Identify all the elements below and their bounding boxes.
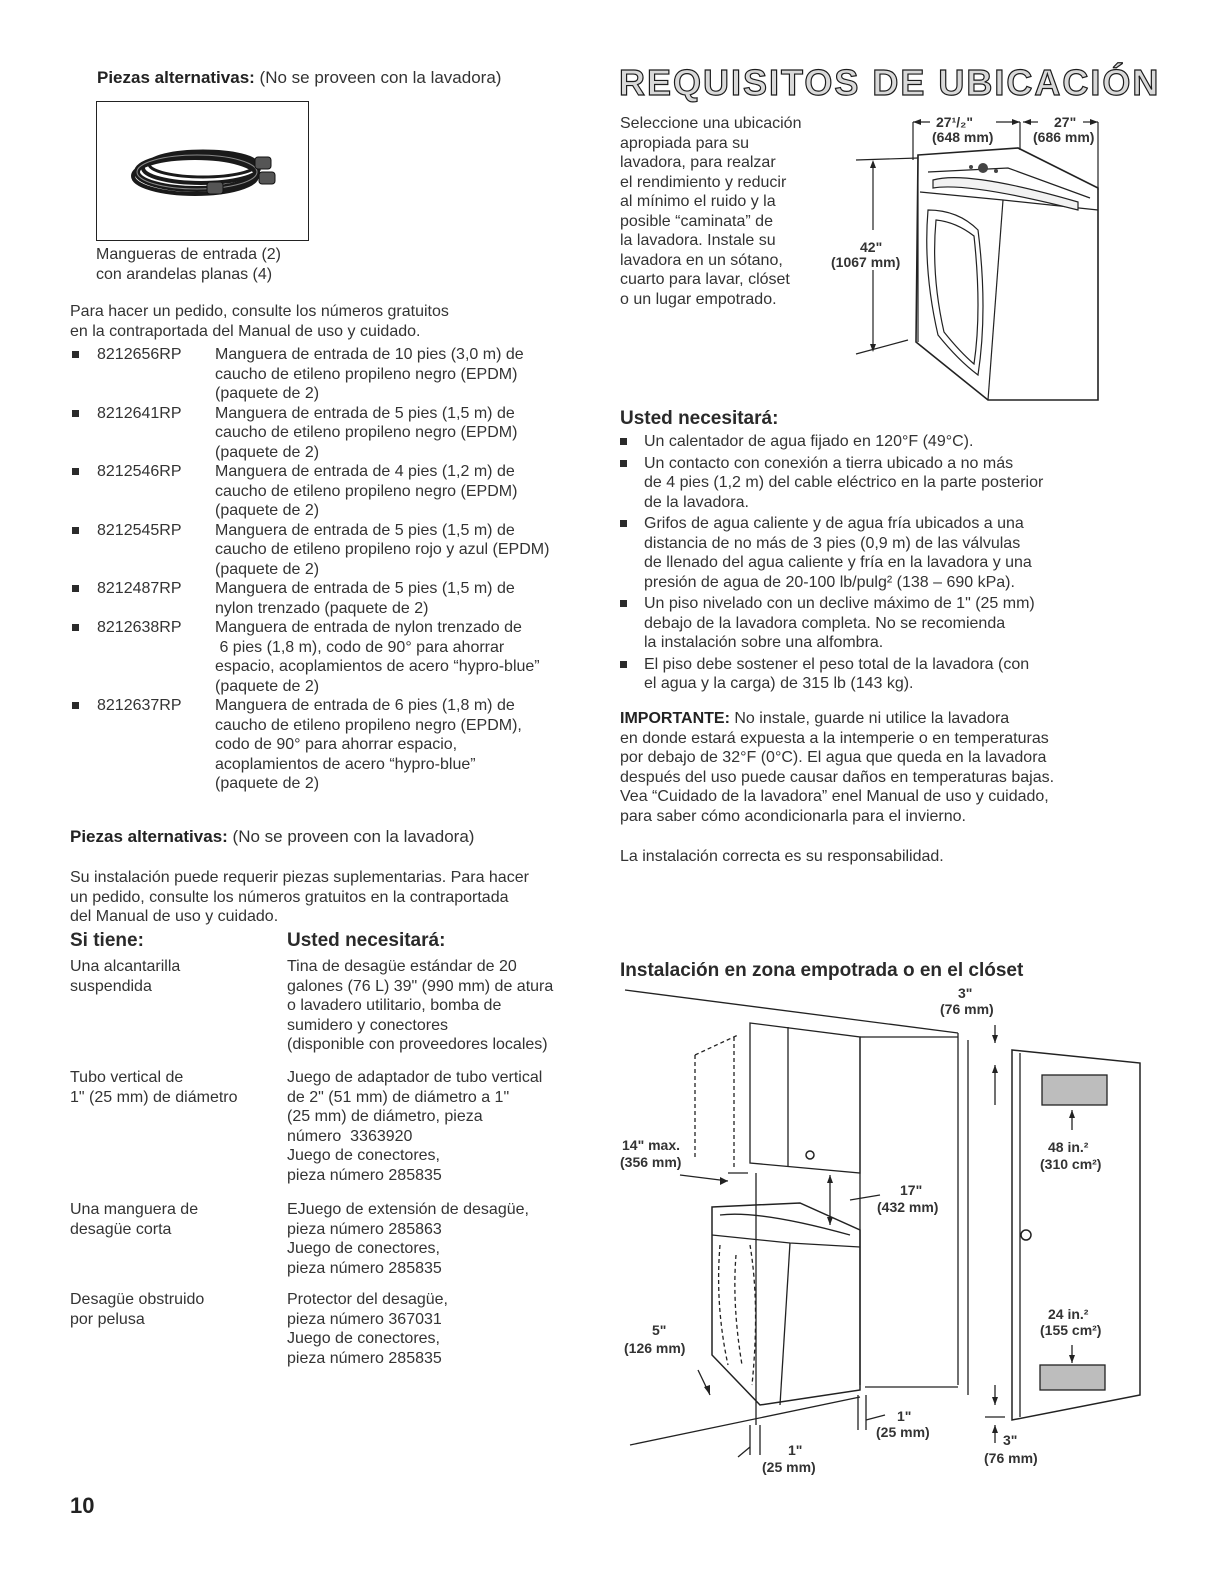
dim-rear-gap: 1" [788, 1442, 803, 1458]
supp-line: Su instalación puede requerir piezas suplementarias. Para hacer [70, 869, 529, 886]
need-item [620, 514, 1100, 592]
important-first-text: No instale, guarde ni utilice la lavadora [729, 710, 1010, 727]
need-item-line: de 4 pies (1,2 m) del cable eléctrico en la parte posterior [644, 474, 1044, 491]
need-item [620, 655, 1100, 694]
order-line: Para hacer un pedido, consulte los números gratuitos [70, 303, 449, 320]
need-item-line: el agua y la carga) de 315 lb (143 kg). [644, 675, 914, 692]
part-description-line: Manguera de entrada de 10 pies (3,0 m) de [215, 346, 524, 363]
important-paragraph [620, 709, 1120, 826]
part-description-line: caucho de etileno propileno rojo y azul (EPDM) [215, 541, 550, 558]
dim-bottom-gap-mm: (76 mm) [984, 1450, 1038, 1466]
alt-parts-heading-rest: (No se proveen con la lavadora) [227, 827, 475, 846]
bullet-icon [72, 410, 79, 417]
part-description [215, 404, 600, 463]
part-description-line: espacio, acoplamientos de acero “hypro-blue” [215, 658, 540, 675]
hose-caption [96, 245, 281, 284]
table-cell-line: desagüe corta [70, 1220, 172, 1238]
important-line: en donde estará expuesta a la intemperie o en temperaturas [620, 729, 1049, 747]
part-number: 8212641RP [97, 404, 182, 422]
washer-dimensions-figure [828, 110, 1118, 410]
responsibility-note: La instalación correcta es su responsabilidad. [620, 848, 944, 865]
part-description-line: caucho de etileno propileno negro (EPDM) [215, 424, 518, 441]
dim-top-gap-mm: (76 mm) [940, 1001, 994, 1017]
bullet-icon [620, 661, 627, 668]
important-line: para saber cómo acondicionarla para el invierno. [620, 807, 966, 825]
dim-cabinet-clearance-mm: (432 mm) [877, 1199, 939, 1215]
table-cell-line: Tubo vertical de [70, 1069, 184, 1086]
table-cell-line: galones (76 L) 39" (990 mm) de atura [287, 977, 554, 995]
part-description-line: (paquete de 2) [215, 560, 320, 578]
part-description [215, 696, 600, 794]
closet-installation-figure [610, 985, 1145, 1485]
dim-bottom-vent-area-cm: (155 cm²) [1040, 1322, 1102, 1338]
important-line: Vea “Cuidado de la lavadora” enel Manual de uso y cuidado, [620, 788, 1049, 805]
dim-rear-gap-mm: (25 mm) [762, 1459, 816, 1475]
need-item-line: distancia de no más de 3 pies (0,9 m) de las válvulas [644, 534, 1021, 552]
intro-line: al mínimo el ruido y la [620, 193, 776, 210]
table-cell-line: por pelusa [70, 1310, 145, 1328]
bullet-icon [620, 600, 627, 607]
important-label: IMPORTANTE: [620, 710, 730, 727]
part-item [70, 462, 600, 521]
alt-parts-heading-1 [97, 68, 501, 88]
dim-width-mm: (648 mm) [932, 129, 994, 145]
dim-side-gap-mm: (126 mm) [624, 1340, 686, 1356]
dim-top-vent-area-cm: (310 cm²) [1040, 1156, 1102, 1172]
part-item [70, 579, 600, 618]
part-description-line: Manguera de entrada de 4 pies (1,2 m) de [215, 463, 515, 480]
table-cell-line: Desagüe obstruido [70, 1291, 205, 1308]
table-cell-line: de 2" (51 mm) de diámetro a 1" [287, 1088, 510, 1106]
part-number: 8212487RP [97, 580, 182, 597]
dim-width-inches: 27¹/₂" [936, 114, 973, 130]
alt-parts-heading-bold: Piezas alternativas: [70, 827, 228, 846]
part-number: 8212638RP [97, 619, 182, 636]
need-item [620, 454, 1100, 513]
part-description-line: Manguera de entrada de 5 pies (1,5 m) de [215, 580, 515, 597]
part-description-line: nylon trenzado (paquete de 2) [215, 599, 429, 617]
need-item-text [644, 594, 1104, 653]
table-cell-have [70, 957, 270, 996]
bullet-icon [72, 527, 79, 534]
part-description-line: Manguera de entrada de nylon trenzado de [215, 619, 522, 636]
need-item [620, 432, 1100, 452]
table-cell-need [287, 1068, 597, 1185]
part-description-line: (paquete de 2) [215, 385, 320, 402]
dim-side-gap: 5" [652, 1322, 667, 1338]
intro-line: cuarto para lavar, clóset [620, 271, 790, 288]
bullet-icon [620, 520, 627, 527]
bullet-icon [72, 702, 79, 709]
table-cell-line: suspendida [70, 977, 152, 995]
intro-line: Seleccione una ubicación [620, 115, 802, 132]
table-cell-line: pieza número 285835 [287, 1166, 442, 1184]
table-cell-need [287, 957, 597, 1055]
need-item-text [644, 454, 1104, 513]
table-cell-line: sumidero y conectores [287, 1016, 448, 1034]
part-description [215, 345, 600, 404]
part-description [215, 618, 600, 696]
part-description-line: codo de 90° para ahorrar espacio, [215, 736, 458, 753]
bullet-icon [72, 585, 79, 592]
part-description [215, 579, 600, 618]
part-item [70, 696, 600, 794]
dim-height-inches: 42" [860, 239, 883, 255]
table-cell-need [287, 1200, 597, 1278]
important-line: por debajo de 32°F (0°C). El agua que queda en la lavadora [620, 749, 1047, 766]
table-cell-line: pieza número 285863 [287, 1220, 442, 1238]
intro-line: posible “caminata” de [620, 212, 773, 230]
important-first-line [620, 709, 1120, 729]
table-cell-line: pieza número 285835 [287, 1349, 442, 1367]
alt-parts-heading-bold: Piezas alternativas: [97, 68, 255, 87]
need-item-line: de llenado del agua caliente y fría en la lavadora y una [644, 554, 1032, 571]
part-description-line: (paquete de 2) [215, 775, 320, 792]
part-number: 8212637RP [97, 697, 182, 714]
part-item [70, 618, 600, 696]
table-cell-line: 1" (25 mm) de diámetro [70, 1088, 238, 1106]
part-description-line: Manguera de entrada de 5 pies (1,5 m) de [215, 521, 515, 539]
need-item-line: Un contacto con conexión a tierra ubicado a no más [644, 454, 1014, 472]
need-item-line: de la lavadora. [644, 493, 749, 511]
table-cell-have [70, 1068, 270, 1107]
dim-cabinet-max-mm: (356 mm) [620, 1154, 682, 1170]
part-description-line: (paquete de 2) [215, 502, 320, 519]
important-rest [620, 729, 1120, 827]
part-description-line: (paquete de 2) [215, 443, 320, 461]
table-cell-line: Juego de adaptador de tubo vertical [287, 1069, 543, 1086]
part-number: 8212546RP [97, 463, 182, 480]
bullet-icon [72, 351, 79, 358]
dim-cabinet-max: 14" max. [622, 1137, 681, 1153]
table-cell-line: EJuego de extensión de desagüe, [287, 1201, 529, 1218]
order-paragraph [70, 302, 449, 341]
table-cell-line: (25 mm) de diámetro, pieza [287, 1108, 483, 1125]
need-item-line: debajo de la lavadora completa. No se recomienda [644, 614, 1006, 632]
table-cell-line: (disponible con proveedores locales) [287, 1036, 548, 1053]
hose-coil-illustration [97, 102, 307, 239]
need-item-line: Un piso nivelado con un declive máximo de 1" (25 mm) [644, 595, 1035, 612]
dim-bottom-vent-area: 24 in.² [1048, 1306, 1089, 1322]
table-cell-have [70, 1200, 270, 1239]
part-description-line: Manguera de entrada de 5 pies (1,5 m) de [215, 404, 515, 422]
col-header-need: Usted necesitará: [287, 930, 446, 951]
part-description [215, 462, 600, 521]
table-cell-line: Protector del desagüe, [287, 1291, 448, 1308]
supp-line: del Manual de uso y cuidado. [70, 908, 279, 925]
intro-line: o un lugar empotrado. [620, 290, 777, 308]
page-title: REQUISITOS DE UBICACIÓN [619, 62, 1161, 103]
dim-depth-inches: 27" [1054, 114, 1077, 130]
part-description-line: (paquete de 2) [215, 677, 320, 695]
table-cell-line: Tina de desagüe estándar de 20 [287, 958, 517, 975]
intro-paragraph [620, 114, 801, 309]
dim-top-vent-area: 48 in.² [1048, 1139, 1089, 1155]
part-description-line: caucho de etileno propileno negro (EPDM), [215, 716, 522, 734]
dim-bottom-gap: 3" [1003, 1432, 1018, 1448]
supp-line: un pedido, consulte los números gratuitos en la contraportada [70, 888, 509, 906]
needs-heading: Usted necesitará: [620, 408, 779, 429]
alt-parts-heading-2 [70, 827, 474, 847]
part-description-line: acoplamientos de acero “hypro-blue” [215, 755, 476, 773]
need-item-text [644, 655, 1104, 694]
intro-line: la lavadora. Instale su [620, 232, 776, 249]
part-item [70, 345, 600, 404]
table-cell-line: Juego de conectores, [287, 1330, 440, 1347]
part-number: 8212545RP [97, 521, 182, 539]
dim-side-gap-right: 1" [897, 1408, 912, 1424]
intro-line: apropiada para su [620, 134, 749, 152]
table-cell-line: o lavadero utilitario, bomba de [287, 997, 502, 1014]
hose-image-frame [96, 101, 309, 241]
need-item-line: presión de agua de 20-100 lb/pulg² (138 – 690 kPa). [644, 573, 1015, 591]
table-cell-line: Una alcantarilla [70, 958, 181, 975]
need-item-text [644, 432, 1104, 452]
table-cell-line: Una manguera de [70, 1201, 199, 1218]
table-cell-need [287, 1290, 597, 1368]
supplementary-paragraph [70, 868, 529, 927]
bullet-icon [620, 460, 627, 467]
table-cell-line: número 3363920 [287, 1127, 413, 1145]
page-number: 10 [70, 1493, 95, 1518]
dim-top-gap: 3" [958, 985, 973, 1001]
need-item-text [644, 514, 1104, 592]
order-line: en la contraportada del Manual de uso y cuidado. [70, 322, 421, 340]
bullet-icon [620, 438, 627, 445]
need-item-line: Un calentador de agua fijado en 120°F (49°C). [644, 433, 974, 450]
part-description-line: caucho de etileno propileno negro (EPDM) [215, 365, 518, 383]
need-item-line: El piso debe sostener el peso total de la lavadora (con [644, 655, 1030, 673]
intro-line: el rendimiento y reducir [620, 173, 787, 191]
table-cell-line: Juego de conectores, [287, 1240, 440, 1257]
hose-caption-line: Mangueras de entrada (2) [96, 246, 281, 263]
part-description-line: caucho de etileno propileno negro (EPDM) [215, 482, 518, 500]
intro-line: lavadora, para realzar [620, 154, 776, 171]
intro-line: lavadora en un sótano, [620, 251, 783, 269]
need-item-line: la instalación sobre una alfombra. [644, 634, 884, 651]
dim-depth-mm: (686 mm) [1033, 129, 1095, 145]
table-cell-line: pieza número 367031 [287, 1310, 442, 1328]
closet-heading: Instalación en zona empotrada o en el clóset [620, 960, 1024, 981]
table-cell-line: Juego de conectores, [287, 1147, 440, 1164]
dim-side-gap-right-mm: (25 mm) [876, 1424, 930, 1440]
hose-caption-line: con arandelas planas (4) [96, 265, 273, 283]
part-item [70, 404, 600, 463]
alt-parts-heading-rest: (No se proveen con la lavadora) [254, 68, 502, 87]
part-number: 8212656RP [97, 346, 182, 363]
dim-cabinet-clearance: 17" [900, 1182, 923, 1198]
table-cell-line: pieza número 285835 [287, 1259, 442, 1277]
bullet-icon [72, 624, 79, 631]
part-description-line: Manguera de entrada de 6 pies (1,8 m) de [215, 697, 515, 714]
bullet-icon [72, 468, 79, 475]
col-header-have: Si tiene: [70, 930, 144, 951]
table-cell-have [70, 1290, 270, 1329]
dim-height-mm: (1067 mm) [831, 254, 901, 270]
important-line: después del uso puede causar daños en temperaturas bajas. [620, 768, 1055, 786]
need-item [620, 594, 1100, 653]
part-description-line: 6 pies (1,8 m), codo de 90° para ahorrar [215, 638, 505, 656]
part-item [70, 521, 600, 580]
need-item-line: Grifos de agua caliente y de agua fría ubicados a una [644, 515, 1024, 532]
part-description [215, 521, 600, 580]
